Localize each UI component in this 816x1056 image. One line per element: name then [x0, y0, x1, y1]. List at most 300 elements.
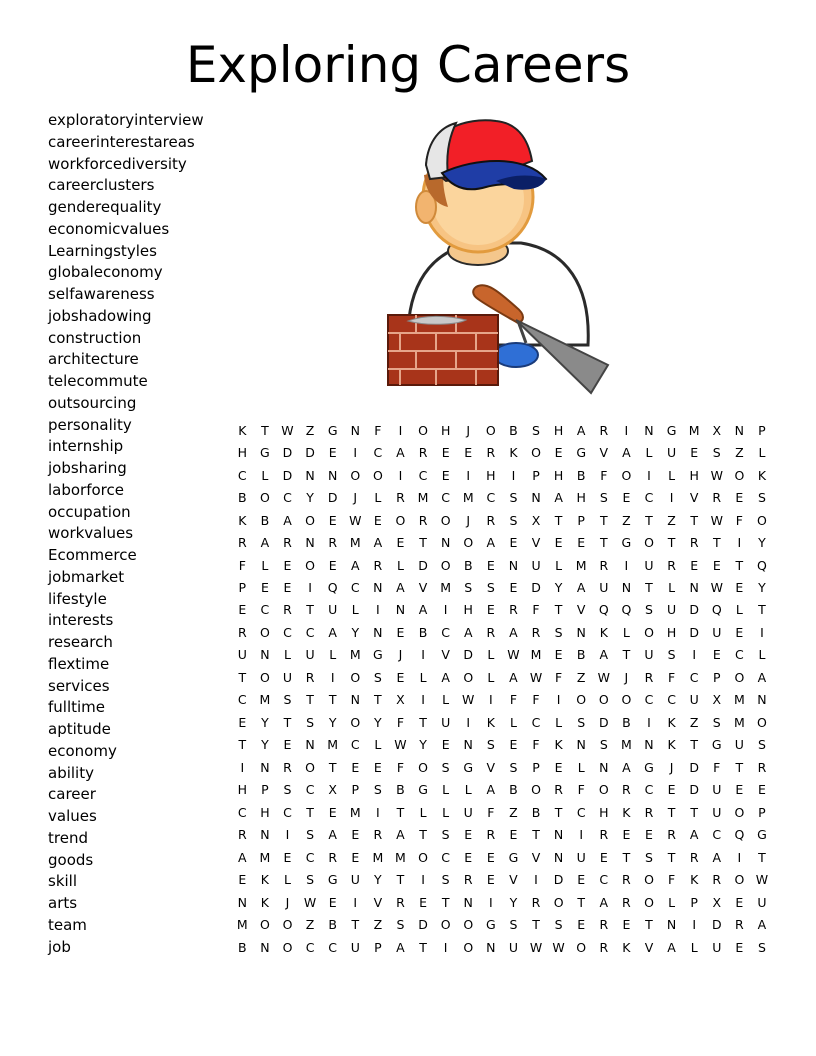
grid-letter[interactable]: T [667, 804, 676, 820]
grid-letter[interactable]: T [261, 422, 269, 438]
grid-letter[interactable]: Q [711, 602, 722, 618]
grid-letter[interactable]: L [622, 624, 630, 640]
grid-letter[interactable]: L [668, 580, 676, 596]
grid-letter[interactable]: S [667, 647, 676, 663]
grid-letter[interactable]: R [396, 894, 405, 910]
grid-letter[interactable]: C [441, 490, 450, 506]
grid-letter[interactable]: S [712, 714, 721, 730]
grid-letter[interactable]: V [441, 647, 450, 663]
grid-letter[interactable]: T [667, 535, 676, 551]
grid-letter[interactable]: S [599, 490, 608, 506]
grid-letter[interactable]: C [328, 939, 338, 955]
grid-letter[interactable]: R [735, 917, 744, 933]
grid-letter[interactable]: I [443, 939, 448, 955]
grid-letter[interactable]: R [622, 872, 631, 888]
grid-letter[interactable]: U [237, 647, 247, 663]
grid-letter[interactable]: J [624, 669, 629, 685]
grid-letter[interactable]: E [396, 624, 405, 640]
grid-letter[interactable]: T [238, 669, 247, 685]
grid-letter[interactable]: R [599, 422, 609, 438]
grid-letter[interactable]: L [284, 872, 291, 888]
grid-letter[interactable]: R [689, 849, 699, 865]
grid-letter[interactable]: I [421, 872, 425, 888]
grid-letter[interactable]: L [555, 557, 563, 573]
grid-letter[interactable]: Z [509, 804, 518, 820]
grid-letter[interactable]: Y [261, 737, 269, 753]
grid-letter[interactable]: H [553, 422, 564, 438]
grid-letter[interactable]: L [374, 737, 382, 753]
grid-letter[interactable]: U [734, 737, 744, 753]
grid-letter[interactable]: T [306, 602, 314, 618]
grid-letter[interactable]: W [462, 692, 475, 708]
grid-letter[interactable]: C [689, 669, 699, 685]
grid-letter[interactable]: E [283, 849, 292, 865]
grid-letter[interactable]: E [735, 939, 744, 955]
grid-letter[interactable]: S [577, 714, 586, 730]
grid-letter[interactable]: R [599, 939, 609, 955]
grid-letter[interactable]: Z [622, 512, 631, 528]
grid-letter[interactable]: P [238, 580, 247, 596]
grid-letter[interactable]: K [599, 624, 608, 640]
grid-letter[interactable]: N [757, 692, 767, 708]
grid-letter[interactable]: I [421, 692, 425, 708]
grid-letter[interactable]: Q [621, 602, 632, 618]
grid-letter[interactable]: F [532, 692, 540, 708]
grid-letter[interactable]: O [463, 917, 474, 933]
grid-letter[interactable]: D [598, 714, 609, 730]
grid-letter[interactable]: L [442, 692, 450, 708]
grid-letter[interactable]: B [418, 624, 428, 640]
grid-letter[interactable]: M [440, 580, 452, 596]
grid-letter[interactable]: D [531, 580, 541, 596]
grid-letter[interactable]: C [441, 849, 450, 865]
grid-letter[interactable]: O [757, 714, 767, 730]
grid-letter[interactable]: R [418, 445, 428, 461]
grid-letter[interactable]: N [734, 422, 745, 438]
grid-letter[interactable]: A [667, 939, 676, 955]
grid-letter[interactable]: S [509, 490, 518, 506]
grid-letter[interactable]: W [710, 580, 723, 596]
grid-letter[interactable]: F [532, 737, 540, 753]
grid-letter[interactable]: T [645, 512, 653, 528]
grid-letter[interactable]: I [376, 804, 380, 820]
grid-letter[interactable]: L [668, 894, 676, 910]
grid-letter[interactable]: W [529, 939, 543, 955]
grid-letter[interactable]: E [577, 872, 586, 888]
grid-letter[interactable]: O [305, 759, 315, 775]
grid-letter[interactable]: L [735, 602, 743, 618]
grid-letter[interactable]: I [624, 422, 629, 438]
grid-letter[interactable]: T [283, 714, 292, 730]
grid-letter[interactable]: A [509, 624, 518, 640]
grid-letter[interactable]: T [690, 804, 698, 820]
grid-letter[interactable]: T [735, 557, 744, 573]
grid-letter[interactable]: N [508, 557, 519, 573]
grid-letter[interactable]: E [260, 580, 269, 596]
grid-letter[interactable]: O [757, 512, 767, 528]
grid-letter[interactable]: I [692, 917, 697, 933]
grid-letter[interactable]: O [350, 669, 361, 685]
grid-letter[interactable]: A [757, 917, 767, 933]
grid-letter[interactable]: E [486, 557, 495, 573]
grid-letter[interactable]: T [645, 580, 653, 596]
grid-letter[interactable]: P [758, 804, 766, 820]
grid-letter[interactable]: U [599, 580, 609, 596]
grid-letter[interactable]: E [622, 490, 631, 506]
grid-letter[interactable]: N [531, 490, 541, 506]
grid-letter[interactable]: F [667, 669, 676, 685]
grid-letter[interactable]: O [259, 624, 270, 640]
grid-letter[interactable]: S [599, 737, 608, 753]
grid-letter[interactable]: A [441, 669, 450, 685]
grid-letter[interactable]: R [283, 602, 292, 618]
grid-letter[interactable]: M [372, 849, 384, 865]
grid-letter[interactable]: R [667, 557, 676, 573]
grid-letter[interactable]: T [599, 535, 608, 551]
grid-letter[interactable]: R [531, 624, 541, 640]
grid-letter[interactable]: I [376, 602, 380, 618]
grid-letter[interactable]: L [487, 669, 495, 685]
grid-letter[interactable]: S [486, 580, 495, 596]
grid-letter[interactable]: L [577, 759, 585, 775]
grid-letter[interactable]: E [712, 557, 721, 573]
grid-letter[interactable]: E [464, 849, 473, 865]
grid-letter[interactable]: L [690, 939, 698, 955]
grid-letter[interactable]: L [419, 804, 427, 820]
grid-letter[interactable]: X [712, 422, 722, 438]
grid-letter[interactable]: U [531, 557, 541, 573]
grid-letter[interactable]: Z [689, 714, 699, 730]
grid-letter[interactable]: C [373, 445, 383, 461]
grid-letter[interactable]: R [237, 535, 247, 551]
grid-letter[interactable]: T [328, 692, 337, 708]
grid-letter[interactable]: E [328, 512, 337, 528]
grid-letter[interactable]: C [237, 804, 247, 820]
grid-letter[interactable]: F [509, 692, 518, 708]
grid-letter[interactable]: A [350, 557, 360, 573]
grid-letter[interactable]: K [260, 872, 269, 888]
grid-letter[interactable]: T [554, 804, 563, 820]
grid-letter[interactable]: E [486, 872, 495, 888]
grid-letter[interactable]: S [509, 759, 518, 775]
grid-letter[interactable]: K [238, 512, 247, 528]
grid-letter[interactable]: J [353, 490, 358, 506]
grid-letter[interactable]: U [508, 939, 518, 955]
grid-letter[interactable]: E [577, 917, 586, 933]
grid-letter[interactable]: C [350, 580, 360, 596]
grid-letter[interactable]: K [238, 422, 247, 438]
grid-letter[interactable]: S [486, 737, 495, 753]
grid-letter[interactable]: T [532, 917, 540, 933]
grid-letter[interactable]: M [575, 557, 587, 573]
grid-letter[interactable]: O [734, 467, 745, 483]
grid-letter[interactable]: T [396, 804, 405, 820]
grid-letter[interactable]: S [757, 490, 766, 506]
grid-letter[interactable]: N [305, 737, 315, 753]
grid-letter[interactable]: F [555, 669, 563, 685]
grid-letter[interactable]: Y [758, 580, 766, 596]
grid-letter[interactable]: E [599, 849, 608, 865]
grid-letter[interactable]: U [757, 894, 767, 910]
grid-letter[interactable]: R [486, 445, 496, 461]
grid-letter[interactable]: D [418, 557, 428, 573]
grid-letter[interactable]: S [306, 827, 315, 843]
grid-letter[interactable]: E [238, 602, 247, 618]
grid-letter[interactable]: A [622, 445, 631, 461]
grid-letter[interactable]: A [418, 602, 428, 618]
grid-letter[interactable]: N [553, 849, 564, 865]
grid-letter[interactable]: E [351, 849, 360, 865]
grid-letter[interactable]: O [372, 467, 383, 483]
grid-letter[interactable]: T [306, 692, 314, 708]
grid-letter[interactable]: R [486, 624, 496, 640]
grid-letter[interactable]: O [305, 557, 315, 573]
grid-letter[interactable]: R [554, 782, 563, 798]
grid-letter[interactable]: C [531, 714, 541, 730]
grid-letter[interactable]: N [373, 624, 383, 640]
grid-letter[interactable]: U [576, 849, 586, 865]
grid-letter[interactable]: M [327, 737, 339, 753]
grid-letter[interactable]: I [353, 445, 358, 461]
grid-letter[interactable]: L [509, 714, 517, 730]
grid-letter[interactable]: E [622, 827, 631, 843]
grid-letter[interactable]: M [236, 917, 248, 933]
grid-letter[interactable]: V [486, 759, 496, 775]
grid-letter[interactable]: Y [419, 737, 427, 753]
grid-letter[interactable]: C [305, 849, 315, 865]
grid-letter[interactable]: O [350, 467, 361, 483]
grid-letter[interactable]: S [712, 445, 721, 461]
grid-letter[interactable]: S [306, 872, 315, 888]
grid-letter[interactable]: E [577, 535, 586, 551]
grid-letter[interactable]: P [577, 512, 585, 528]
grid-letter[interactable]: O [553, 894, 564, 910]
grid-letter[interactable]: B [238, 939, 247, 955]
grid-letter[interactable]: O [440, 917, 451, 933]
grid-letter[interactable]: O [282, 939, 293, 955]
grid-letter[interactable]: E [690, 557, 699, 573]
grid-letter[interactable]: Z [735, 445, 744, 461]
grid-letter[interactable]: Y [351, 624, 360, 640]
grid-letter[interactable]: R [305, 669, 315, 685]
grid-letter[interactable]: I [737, 535, 742, 551]
grid-letter[interactable]: K [554, 737, 563, 753]
grid-letter[interactable]: P [532, 759, 540, 775]
grid-letter[interactable]: Y [261, 714, 269, 730]
grid-letter[interactable]: N [440, 535, 451, 551]
grid-letter[interactable]: C [260, 602, 270, 618]
grid-letter[interactable]: T [735, 759, 744, 775]
grid-letter[interactable]: V [689, 490, 699, 506]
grid-letter[interactable]: E [328, 445, 337, 461]
grid-letter[interactable]: G [327, 422, 338, 438]
grid-letter[interactable]: E [441, 737, 450, 753]
grid-letter[interactable]: J [669, 759, 674, 775]
grid-letter[interactable]: F [487, 804, 495, 820]
grid-letter[interactable]: N [621, 580, 632, 596]
grid-letter[interactable]: Z [305, 917, 315, 933]
grid-letter[interactable]: Y [328, 714, 337, 730]
grid-letter[interactable]: T [374, 692, 382, 708]
grid-letter[interactable]: C [283, 804, 292, 820]
grid-letter[interactable]: L [284, 647, 291, 663]
grid-letter[interactable]: T [690, 512, 698, 528]
grid-letter[interactable]: O [463, 535, 474, 551]
grid-letter[interactable]: T [577, 894, 586, 910]
grid-letter[interactable]: W [349, 512, 362, 528]
grid-letter[interactable]: N [260, 759, 270, 775]
grid-letter[interactable]: R [328, 535, 338, 551]
grid-letter[interactable]: O [418, 422, 428, 438]
grid-letter[interactable]: O [350, 714, 361, 730]
grid-letter[interactable]: S [464, 580, 473, 596]
grid-letter[interactable]: B [328, 917, 337, 933]
grid-letter[interactable]: K [486, 714, 495, 730]
grid-letter[interactable]: L [261, 557, 269, 573]
grid-letter[interactable]: R [486, 827, 496, 843]
grid-letter[interactable]: U [644, 647, 654, 663]
grid-letter[interactable]: I [556, 692, 561, 708]
grid-letter[interactable]: B [576, 647, 586, 663]
grid-letter[interactable]: S [532, 422, 540, 438]
grid-letter[interactable]: R [237, 624, 247, 640]
grid-letter[interactable]: E [351, 827, 360, 843]
grid-letter[interactable]: I [421, 647, 425, 663]
grid-letter[interactable]: E [351, 759, 360, 775]
grid-letter[interactable]: F [532, 602, 540, 618]
grid-letter[interactable]: S [441, 872, 450, 888]
grid-letter[interactable]: U [350, 939, 360, 955]
grid-letter[interactable]: B [531, 804, 541, 820]
grid-letter[interactable]: T [238, 737, 247, 753]
grid-letter[interactable]: U [644, 557, 654, 573]
grid-letter[interactable]: R [757, 759, 767, 775]
grid-letter[interactable]: E [328, 557, 337, 573]
grid-letter[interactable]: R [283, 535, 292, 551]
grid-letter[interactable]: C [305, 939, 315, 955]
grid-letter[interactable]: C [418, 467, 428, 483]
grid-letter[interactable]: R [328, 849, 338, 865]
grid-letter[interactable]: N [463, 737, 473, 753]
grid-letter[interactable]: N [666, 917, 677, 933]
grid-letter[interactable]: K [667, 714, 676, 730]
grid-letter[interactable]: B [238, 490, 247, 506]
grid-letter[interactable]: K [622, 939, 631, 955]
grid-letter[interactable]: T [758, 849, 766, 865]
grid-letter[interactable]: T [622, 849, 631, 865]
grid-letter[interactable]: L [464, 782, 472, 798]
grid-letter[interactable]: C [305, 624, 315, 640]
grid-letter[interactable]: O [621, 692, 632, 708]
grid-letter[interactable]: O [734, 804, 745, 820]
grid-letter[interactable]: V [418, 580, 428, 596]
grid-letter[interactable]: E [238, 714, 247, 730]
grid-letter[interactable]: Q [327, 580, 338, 596]
grid-letter[interactable]: I [647, 467, 651, 483]
grid-letter[interactable]: T [622, 647, 631, 663]
grid-letter[interactable]: M [259, 692, 271, 708]
grid-letter[interactable]: G [327, 872, 338, 888]
grid-letter[interactable]: G [576, 445, 587, 461]
grid-letter[interactable]: Y [306, 490, 314, 506]
grid-letter[interactable]: R [283, 759, 292, 775]
grid-letter[interactable]: A [576, 422, 586, 438]
grid-letter[interactable]: E [554, 759, 563, 775]
grid-letter[interactable]: K [260, 894, 269, 910]
grid-letter[interactable]: L [758, 647, 766, 663]
grid-letter[interactable]: E [554, 445, 563, 461]
grid-letter[interactable]: T [758, 602, 766, 618]
grid-letter[interactable]: E [758, 782, 766, 798]
grid-letter[interactable]: M [688, 422, 700, 438]
grid-letter[interactable]: U [441, 714, 451, 730]
grid-letter[interactable]: N [576, 737, 586, 753]
grid-letter[interactable]: E [509, 535, 518, 551]
grid-letter[interactable]: O [259, 669, 270, 685]
grid-letter[interactable]: W [710, 467, 723, 483]
grid-letter[interactable]: C [486, 490, 496, 506]
grid-letter[interactable]: W [755, 872, 769, 888]
grid-letter[interactable]: V [531, 535, 541, 551]
grid-letter[interactable]: S [757, 939, 766, 955]
grid-letter[interactable]: I [398, 422, 403, 438]
grid-letter[interactable]: I [511, 467, 516, 483]
grid-letter[interactable]: E [712, 647, 721, 663]
grid-letter[interactable]: I [443, 602, 448, 618]
grid-letter[interactable]: E [328, 894, 337, 910]
grid-letter[interactable]: R [373, 557, 383, 573]
grid-letter[interactable]: U [712, 939, 722, 955]
grid-letter[interactable]: R [486, 512, 496, 528]
grid-letter[interactable]: C [712, 827, 722, 843]
grid-letter[interactable]: O [282, 917, 293, 933]
grid-letter[interactable]: G [621, 535, 632, 551]
grid-letter[interactable]: R [712, 872, 722, 888]
grid-letter[interactable]: N [395, 602, 406, 618]
grid-letter[interactable]: S [441, 759, 450, 775]
grid-letter[interactable]: K [690, 872, 699, 888]
grid-letter[interactable]: Y [374, 714, 382, 730]
grid-letter[interactable]: A [328, 827, 337, 843]
grid-letter[interactable]: X [328, 782, 337, 798]
grid-letter[interactable]: O [734, 872, 745, 888]
grid-letter[interactable]: G [485, 917, 496, 933]
grid-letter[interactable]: C [305, 782, 315, 798]
grid-letter[interactable]: V [644, 939, 654, 955]
grid-letter[interactable]: O [531, 445, 541, 461]
grid-letter[interactable]: F [396, 714, 405, 730]
grid-letter[interactable]: V [531, 849, 541, 865]
grid-letter[interactable]: F [374, 422, 382, 438]
grid-letter[interactable]: Y [374, 872, 382, 888]
grid-letter[interactable]: U [305, 647, 315, 663]
grid-letter[interactable]: R [237, 827, 247, 843]
grid-letter[interactable]: E [486, 849, 495, 865]
grid-letter[interactable]: N [260, 827, 270, 843]
grid-letter[interactable]: M [462, 490, 474, 506]
grid-letter[interactable]: W [552, 939, 565, 955]
grid-letter[interactable]: R [599, 557, 609, 573]
grid-letter[interactable]: W [710, 512, 723, 528]
grid-letter[interactable]: E [486, 602, 495, 618]
grid-letter[interactable]: R [509, 602, 518, 618]
grid-letter[interactable]: L [442, 804, 450, 820]
grid-letter[interactable]: Z [373, 917, 383, 933]
grid-letter[interactable]: Z [576, 669, 586, 685]
grid-letter[interactable]: Q [757, 557, 767, 573]
grid-letter[interactable]: N [260, 647, 270, 663]
grid-letter[interactable]: C [644, 782, 654, 798]
